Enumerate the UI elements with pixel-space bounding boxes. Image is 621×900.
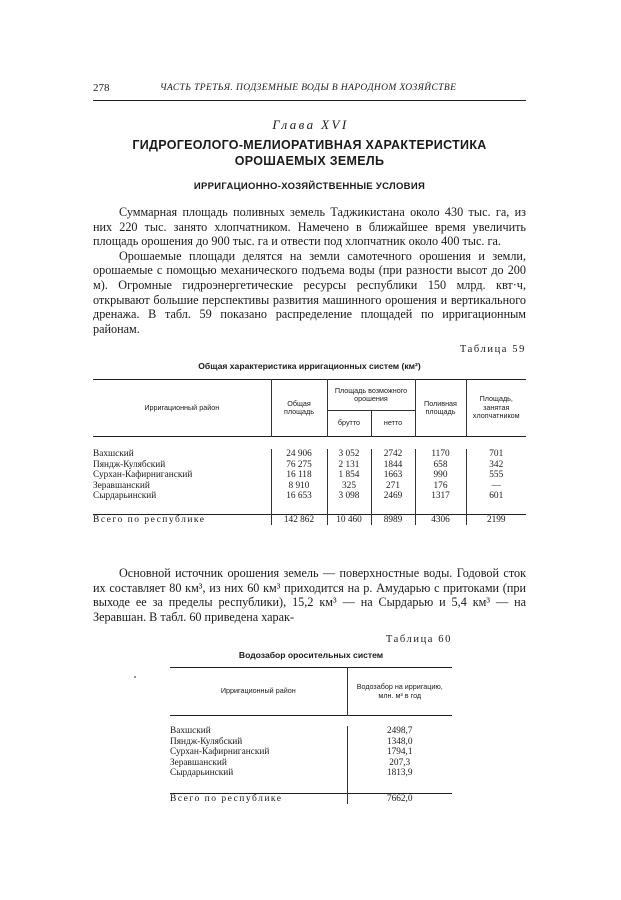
- cell-gross: 325: [327, 481, 371, 492]
- cell-district: Пяндж-Кулябский: [170, 736, 243, 747]
- cell-gross: 2 131: [327, 460, 371, 471]
- col-header-possible: Площадь возможного орошения: [327, 380, 415, 411]
- cell-irrigated: 4306: [415, 514, 466, 525]
- cell-district: Всего по республике: [93, 514, 271, 525]
- cell-total: 16 118: [271, 470, 327, 481]
- col-header-cotton: Площадь, занятая хлопчатником: [466, 380, 526, 437]
- print-speck: [134, 676, 136, 678]
- table-59-label: Таблица 59: [459, 344, 526, 355]
- cell-district: Сурхан-Кафирниганский: [170, 747, 270, 757]
- cell-district: Сырдарьинский: [170, 768, 234, 778]
- col-header-district: Ирригационный район: [144, 402, 220, 412]
- table-row: [93, 460, 526, 471]
- cell-cotton: 342: [466, 460, 526, 471]
- col-header-net: нетто: [371, 411, 415, 437]
- cell-total: 142 862: [271, 514, 327, 525]
- paragraph: Основной источник орошения земель — поверхностные воды. Годовой сток их составляет 80 км³, из них 60 км³ приходится на р. Амударью с притоками (при выходе ее за пределы республики), 15,2 км³ — на Сырдарью и 5,4 км³ — на Зеравшан. В табл. 60 приведена харак-: [93, 566, 526, 624]
- cell-intake: 7662,0: [347, 793, 452, 804]
- cell-district: Зеравшанский: [170, 757, 227, 768]
- cell-cotton: —: [466, 481, 526, 492]
- chapter-heading: Глава XVI: [272, 117, 349, 132]
- table-row: [170, 737, 452, 748]
- cell-irrigated: 1170: [415, 449, 466, 460]
- cell-irrigated: 1317: [415, 491, 466, 514]
- table-60: [170, 667, 452, 804]
- header-rule: [93, 100, 526, 101]
- table-total-row: [170, 793, 452, 804]
- cell-cotton: 2199: [466, 514, 526, 525]
- cell-gross: 3 098: [327, 491, 371, 514]
- table-row: [93, 470, 526, 481]
- cell-district: Зеравшанский: [93, 480, 150, 491]
- cell-intake: 1813,9: [347, 768, 452, 793]
- table-row: [170, 768, 452, 793]
- cell-district: Сырдарьинский: [93, 491, 157, 501]
- cell-intake: 207,3: [347, 758, 452, 769]
- cell-irrigated: 658: [415, 460, 466, 471]
- page-number: 278: [93, 82, 110, 94]
- cell-irrigated: 990: [415, 470, 466, 481]
- section-heading: ИРРИГАЦИОННО-ХОЗЯЙСТВЕННЫЕ УСЛОВИЯ: [193, 181, 426, 192]
- table-row: [170, 747, 452, 758]
- cell-cotton: 555: [466, 470, 526, 481]
- col-header-intake: Водозабор на ирригацию, млн. м³ в год: [347, 668, 452, 716]
- cell-net: 8989: [371, 514, 415, 525]
- cell-gross: 1 854: [327, 470, 371, 481]
- cell-cotton: 601: [466, 491, 526, 514]
- cell-intake: 1348,0: [347, 737, 452, 748]
- chapter-title: [93, 137, 526, 169]
- col-header-total: Общая площадь: [271, 380, 327, 437]
- table-row: [93, 449, 526, 460]
- chapter-title-line-1: ГИДРОГЕОЛОГО-МЕЛИОРАТИВНАЯ ХАРАКТЕРИСТИКА: [132, 138, 487, 152]
- table-row: [170, 726, 452, 737]
- cell-net: 1844: [371, 460, 415, 471]
- cell-intake: 2498,7: [347, 726, 452, 737]
- table-row: [170, 758, 452, 769]
- cell-irrigated: 176: [415, 481, 466, 492]
- cell-district: Всего по республике: [170, 793, 347, 804]
- cell-district: Пяндж-Кулябский: [93, 459, 166, 470]
- cell-total: 24 906: [271, 449, 327, 460]
- cell-district: Сурхан-Кафирниганский: [93, 470, 193, 480]
- cell-district: Вахшский: [93, 449, 134, 459]
- cell-net: 1663: [371, 470, 415, 481]
- cell-net: 2469: [371, 491, 415, 514]
- cell-gross: 3 052: [327, 449, 371, 460]
- col-header-irrigated: Поливная площадь: [415, 380, 466, 437]
- col-header-gross: брутто: [327, 411, 371, 437]
- chapter-title-line-2: ОРОШАЕМЫХ ЗЕМЕЛЬ: [234, 154, 385, 168]
- running-title: ЧАСТЬ ТРЕТЬЯ. ПОДЗЕМНЫЕ ВОДЫ В НАРОДНОМ ХОЗЯЙСТВЕ: [160, 83, 457, 93]
- cell-net: 271: [371, 481, 415, 492]
- body-text-top: [93, 205, 526, 336]
- table-row: [93, 481, 526, 492]
- table-59-title: Общая характеристика ирригационных систем (км²): [198, 361, 421, 371]
- table-59: [93, 379, 526, 525]
- cell-net: 2742: [371, 449, 415, 460]
- cell-gross: 10 460: [327, 514, 371, 525]
- cell-cotton: 701: [466, 449, 526, 460]
- cell-district: Вахшский: [170, 726, 211, 736]
- table-row: [93, 491, 526, 514]
- table-60-label: Таблица 60: [385, 634, 452, 645]
- paragraph: Суммарная площадь поливных земель Таджикистана около 430 тыс. га, из них 220 тыс. занято хлопчатником. Намечено в ближайшее время увеличить площадь орошения до 900 тыс. га и отвести под хлопчатник около 400 тыс. га.: [93, 205, 526, 249]
- cell-total: 76 275: [271, 460, 327, 471]
- cell-total: 8 910: [271, 481, 327, 492]
- paragraph: Орошаемые площади делятся на земли самотечного орошения и земли, орошаемые с помощью механического подъема воды (при разности высот до 200 м). Огромные гидроэнергетические ресурсы республики 150 млрд. квт·ч, открывают большие перспективы развития машинного орошения и вертикального дренажа. В табл. 59 показано распределение площадей по ирригационным районам.: [93, 248, 526, 336]
- table-total-row: [93, 514, 526, 525]
- body-text-bottom: [93, 566, 526, 624]
- cell-intake: 1794,1: [347, 747, 452, 758]
- table-60-title: Водозабор оросительных систем: [238, 650, 384, 660]
- cell-total: 16 653: [271, 491, 327, 514]
- col-header-district: Ирригационный район: [220, 686, 296, 696]
